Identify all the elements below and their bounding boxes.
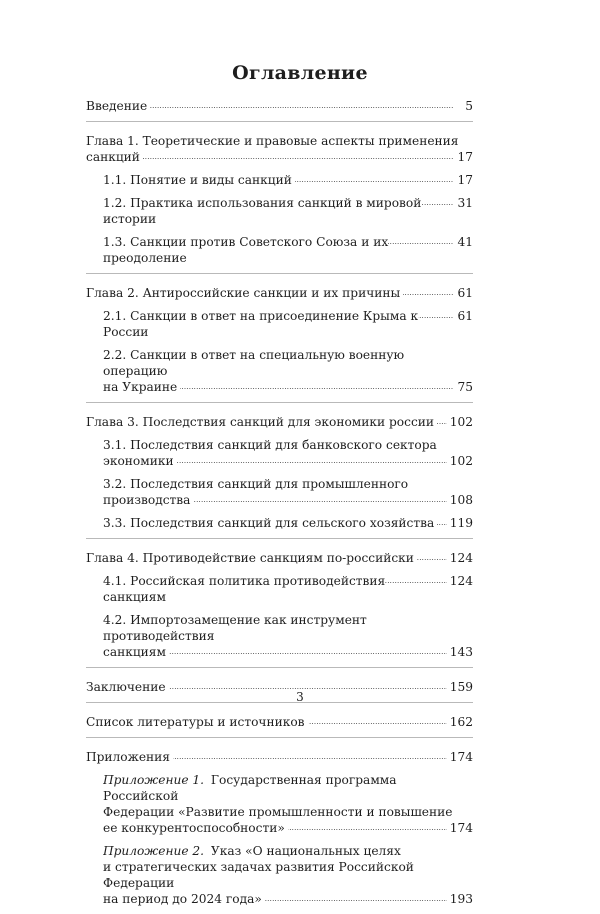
toc-entry-last-line: [103, 379, 473, 395]
appendix-label: Приложение 1.: [103, 773, 207, 787]
section-divider: [86, 737, 473, 738]
toc-entry[interactable]: [103, 772, 473, 836]
toc-entry[interactable]: [86, 550, 473, 566]
toc-entry-text: 4.1. Российская политика противодействия санкциям: [103, 574, 386, 604]
toc-entry-text: производства: [103, 493, 193, 507]
toc-page-number: . . . 124: [447, 550, 473, 566]
toc-page-number: . . . 143: [447, 644, 473, 660]
toc-entry-last-line: [103, 453, 473, 469]
toc-page-number: . . . 193: [447, 891, 473, 907]
toc-entry-line: [103, 437, 473, 453]
toc-entry-text: 3.2. Последствия санкций для промышленного: [103, 477, 411, 491]
toc-entry[interactable]: [103, 347, 473, 395]
toc-entry[interactable]: [103, 843, 473, 907]
toc-entry-text: санкциям: [103, 645, 169, 659]
toc-entry-text: и стратегических задачах развития Российской Федерации: [103, 860, 414, 890]
toc-page-number: . . . 102: [447, 414, 473, 430]
toc-entry-text: Глава 2. Антироссийские санкции и их причины: [86, 286, 403, 300]
toc-entry[interactable]: [103, 308, 473, 340]
toc-entry-last-line: [103, 172, 473, 188]
toc-page-number: . . . 174: [447, 820, 473, 836]
toc-entry-last-line: [86, 714, 473, 730]
toc-entry-text: 1.3. Санкции против Советского Союза и их преодоление: [103, 235, 389, 265]
toc-entry-last-line: [103, 820, 473, 836]
toc-page-number: . . . 124: [447, 573, 473, 589]
toc-entry-last-line: [86, 550, 473, 566]
toc-entry-text: Заключение: [86, 680, 169, 694]
toc-entry-text: 4.2. Импортозамещение как инструмент противодействия: [103, 613, 367, 643]
toc-entry-last-line: [103, 515, 473, 531]
toc-entry-text: на Украине: [103, 380, 180, 394]
toc-page-number: . . . 102: [447, 453, 473, 469]
toc-page-number: . . . 159: [447, 679, 473, 695]
toc-page-number: . . . 119: [447, 515, 473, 531]
toc-entry[interactable]: [103, 573, 473, 605]
toc-page-number: . . . 41: [454, 234, 473, 250]
section-divider: [86, 121, 473, 122]
table-of-contents: [86, 98, 473, 914]
toc-entry-text: 3.3. Последствия санкций для сельского хозяйства: [103, 516, 437, 530]
section-divider: [86, 538, 473, 539]
toc-page-number: . . . 174: [447, 749, 473, 765]
toc-entry-text: Глава 3. Последствия санкций для экономики россии: [86, 415, 437, 429]
toc-entry-last-line: [86, 749, 473, 765]
toc-page-number: . . . 31: [454, 195, 473, 211]
toc-entry-text: 2.1. Санкции в ответ на присоединение Крыма к России: [103, 309, 419, 339]
toc-entry[interactable]: [103, 234, 473, 266]
toc-entry[interactable]: [86, 414, 473, 430]
toc-entry[interactable]: [103, 476, 473, 508]
toc-entry-text: 3.1. Последствия санкций для банковского сектора: [103, 438, 440, 452]
toc-entry-text: Список литературы и источников: [86, 715, 308, 729]
toc-page-number: . . . 17: [454, 172, 473, 188]
toc-entry-text: санкций: [86, 150, 143, 164]
toc-entry-last-line: [103, 644, 473, 660]
toc-entry-last-line: [103, 573, 473, 605]
section-divider: [86, 667, 473, 668]
toc-entry-last-line: [103, 308, 473, 340]
toc-entry-line: [103, 843, 473, 859]
toc-entry-line: [103, 347, 473, 379]
page-number: 3: [296, 690, 304, 704]
toc-entry[interactable]: [86, 749, 473, 765]
toc-page-number: . . . 17: [454, 149, 473, 165]
toc-entry[interactable]: [103, 437, 473, 469]
toc-entry-last-line: [103, 195, 473, 227]
toc-entry[interactable]: [103, 172, 473, 188]
toc-page-number: . . . 108: [447, 492, 473, 508]
toc-entry-line: [103, 476, 473, 492]
toc-entry-text: Приложения: [86, 750, 173, 764]
toc-entry-last-line: [86, 285, 473, 301]
toc-entry-text: экономики: [103, 454, 177, 468]
toc-entry-text: Государственная программа Российской: [103, 773, 397, 803]
toc-entry[interactable]: [86, 285, 473, 301]
toc-page-number: . . . 162: [447, 714, 473, 730]
toc-entry-last-line: [103, 891, 473, 907]
toc-entry-text: Указ «О национальных целях: [207, 844, 404, 858]
toc-page-number: . . . 61: [454, 285, 473, 301]
toc-entry[interactable]: [103, 612, 473, 660]
toc-entry-last-line: [103, 492, 473, 508]
toc-entry-text: 2.2. Санкции в ответ на специальную военную операцию: [103, 348, 405, 378]
section-divider: [86, 273, 473, 274]
toc-entry-last-line: [103, 234, 473, 266]
toc-entry[interactable]: [86, 98, 473, 114]
toc-entry-text: 1.2. Практика использования санкций в мировой истории: [103, 196, 422, 226]
page-title: Оглавление: [232, 62, 368, 84]
toc-entry-text: на период до 2024 года»: [103, 892, 265, 906]
toc-page-number: . . . 75: [454, 379, 473, 395]
toc-entry-last-line: [86, 98, 473, 114]
toc-entry-text: ее конкурентоспособности»: [103, 821, 288, 835]
toc-entry-line: [103, 772, 473, 804]
toc-page-number: . . . 61: [454, 308, 473, 324]
toc-entry-text: Введение: [86, 99, 150, 113]
toc-entry-last-line: [86, 414, 473, 430]
toc-entry-line: [103, 804, 473, 820]
toc-entry[interactable]: [86, 133, 473, 165]
appendix-label: Приложение 2.: [103, 844, 207, 858]
toc-entry[interactable]: [103, 195, 473, 227]
toc-entry[interactable]: [103, 515, 473, 531]
toc-entry[interactable]: [86, 714, 473, 730]
toc-entry-last-line: [86, 149, 473, 165]
toc-entry-text: 1.1. Понятие и виды санкций: [103, 173, 295, 187]
toc-entry-line: [103, 612, 473, 644]
toc-entry-line: [103, 859, 473, 891]
toc-entry-text: Федерации «Развитие промышленности и повышение: [103, 805, 455, 819]
toc-entry-line: [86, 133, 473, 149]
toc-entry-text: Глава 4. Противодействие санкциям по-российски: [86, 551, 417, 565]
toc-page-number: . . . 5: [462, 98, 473, 114]
toc-entry-text: Глава 1. Теоретические и правовые аспекты применения: [86, 134, 461, 148]
section-divider: [86, 402, 473, 403]
